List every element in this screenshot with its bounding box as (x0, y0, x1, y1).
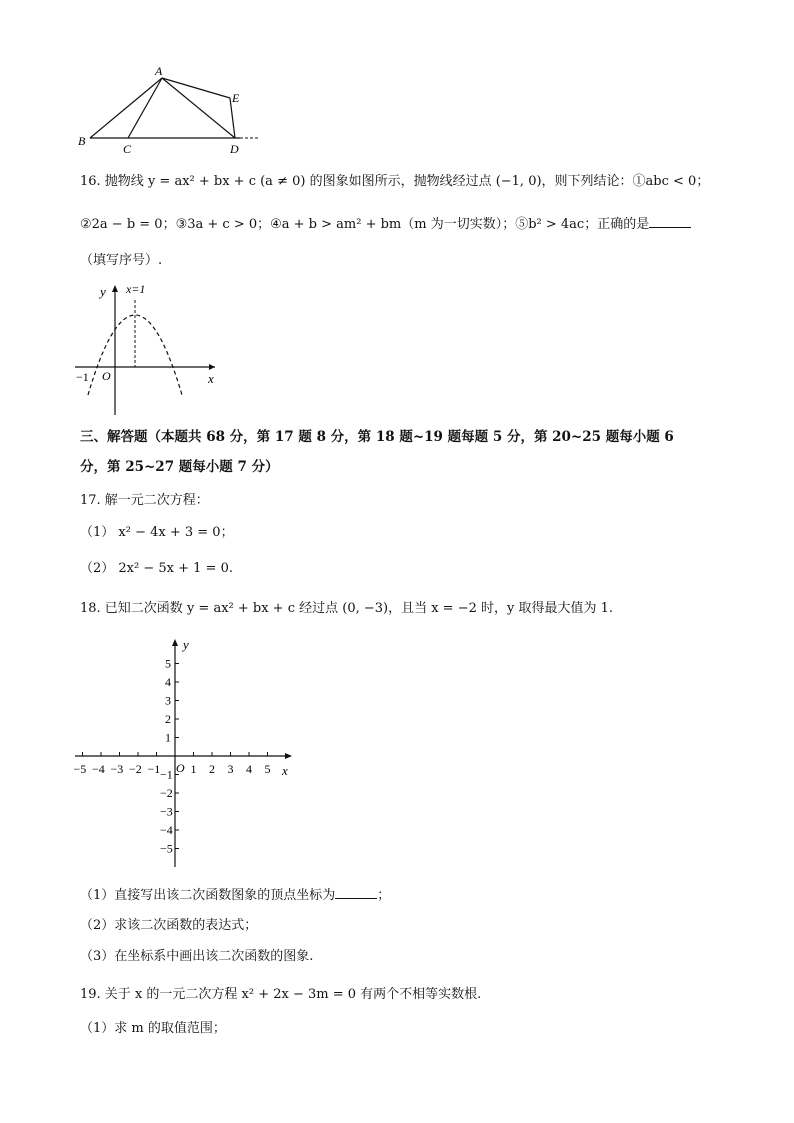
label-E: E (232, 91, 240, 105)
x-tick-label: −4 (92, 762, 105, 776)
x-axis-label: x (282, 763, 288, 778)
coordinate-grid (70, 635, 300, 875)
q16-line1: 16. 抛物线 y = ax² + bx + c (a ≠ 0) 的图象如图所示，抛物线经过点 (−1, 0)，则下列结论：①abc < 0； (80, 174, 710, 189)
q18-part2: （2）求该二次函数的表达式； (80, 918, 258, 933)
x-label: x (208, 371, 214, 386)
q18-part1 (80, 886, 390, 905)
x-tick-label: 3 (227, 762, 234, 776)
x-tick-label: −2 (129, 762, 142, 776)
origin-label: O (176, 761, 185, 775)
q18-part1-text: （1）直接写出该二次函数图象的顶点坐标为 (80, 888, 336, 903)
section3-line2: 分，第 25~27 题每小题 7 分） (80, 459, 279, 475)
y-label: y (100, 284, 106, 299)
section3-line1: 三、解答题（本题共 68 分，第 17 题 8 分，第 18 题~19 题每题 5 分，第 20~25 题每小题 6 (80, 429, 674, 445)
vertex-answer-blank[interactable] (335, 886, 377, 899)
y-tick-label: −2 (160, 786, 173, 800)
x-tick-label: −1 (147, 762, 161, 776)
quadrilateral-figure (70, 60, 270, 160)
q17-part2: （2） 2x² − 5x + 1 = 0. (80, 561, 233, 576)
x-tick-label: 4 (246, 762, 252, 776)
q17-title: 17. 解一元二次方程： (80, 493, 209, 508)
q19-part1: （1）求 m 的取值范围； (80, 1021, 226, 1036)
q18-title: 18. 已知二次函数 y = ax² + bx + c 经过点 (0, −3)，且当 x = −2 时，y 取得最大值为 1. (80, 601, 614, 616)
q16-line3: （填写序号）. (80, 253, 163, 268)
y-tick-label: −4 (160, 823, 173, 837)
y-tick-label: 5 (165, 656, 171, 671)
x-tick-label: 2 (209, 762, 215, 776)
label-C: C (123, 142, 132, 156)
x-tick-label: −5 (73, 762, 87, 776)
y-axis-arrow (172, 639, 178, 646)
label-A: A (155, 64, 163, 78)
answer-blank[interactable] (649, 215, 691, 228)
x-tick-label: 5 (264, 762, 271, 776)
y-axis-label: y (183, 637, 189, 652)
x-tick-label: −3 (110, 762, 124, 776)
y-tick-label: 4 (165, 675, 171, 689)
y-tick-label: 1 (165, 730, 171, 745)
x-axis-arrow (285, 753, 292, 759)
q19-title: 19. 关于 x 的一元二次方程 x² + 2x − 3m = 0 有两个不相等实数根. (80, 987, 482, 1002)
q16-line2-text: ②2a − b = 0；③3a + c > 0；④a + b > am² + bm（m 为一切实数）；⑤b² > 4ac；正确的是 (80, 217, 650, 232)
x-tick-label: 1 (190, 762, 197, 776)
label-B: B (78, 134, 86, 148)
origin-label: O (102, 369, 111, 383)
y-tick-label: −1 (160, 767, 173, 782)
y-tick-label: −3 (160, 804, 173, 819)
parabola-figure (70, 280, 230, 420)
axis-label: x=1 (126, 282, 146, 296)
y-tick-label: −5 (160, 841, 173, 856)
y-tick-label: 3 (165, 693, 171, 708)
y-tick-label: 2 (165, 712, 171, 726)
neg1-label: −1 (76, 370, 89, 384)
q18-part1-end: ； (377, 888, 391, 903)
q16-line2 (80, 215, 691, 234)
label-D: D (230, 142, 239, 156)
q18-part3: （3）在坐标系中画出该二次函数的图象. (80, 949, 314, 964)
q17-part1: （1） x² − 4x + 3 = 0； (80, 525, 234, 540)
